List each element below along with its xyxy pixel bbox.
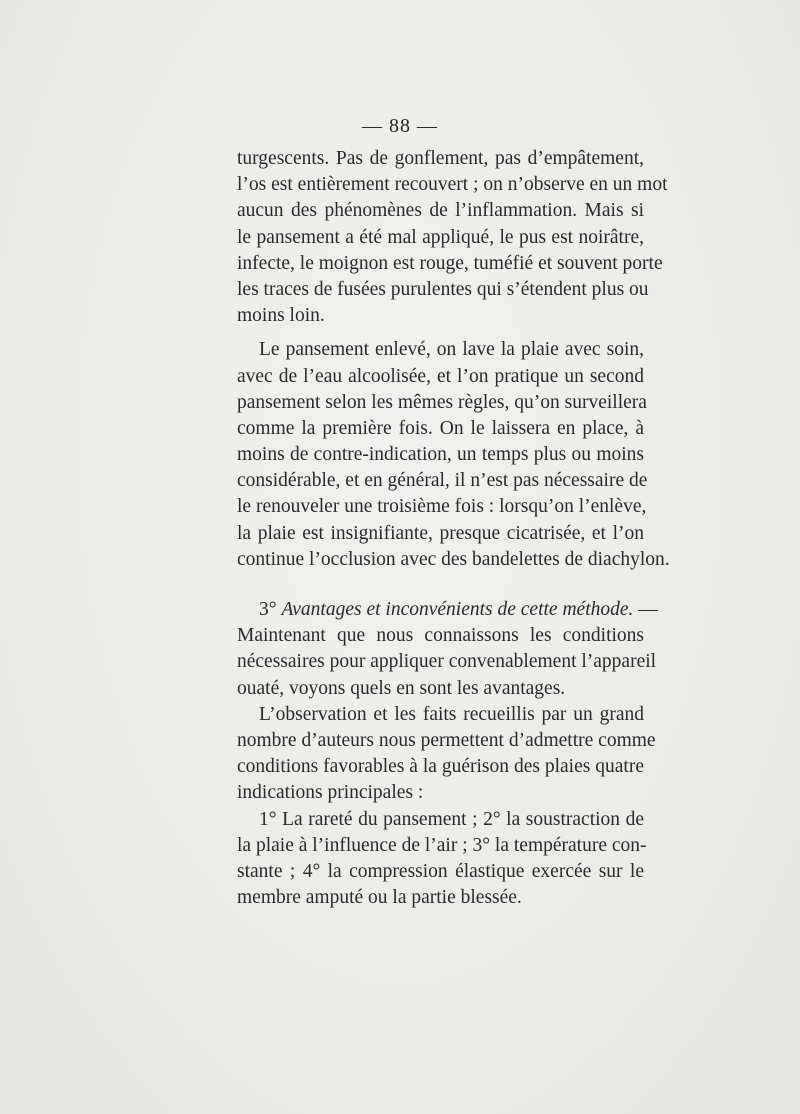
- heading-dash: —: [638, 599, 658, 620]
- text-line: moins loin.: [237, 305, 325, 327]
- text-line: conditions favorables à la guérison des plaies quatre: [237, 756, 644, 778]
- section-heading: Avantages et inconvénients de cette méthode.: [281, 599, 634, 620]
- section-heading-line: [237, 597, 658, 623]
- paragraph: [237, 337, 670, 573]
- text-line: le renouveler une troisième fois : lorsqu’on l’enlève,: [237, 496, 647, 518]
- text-line: turgescents. Pas de gonflement, pas d’empâtement,: [237, 148, 644, 169]
- text-line: stante ; 4° la compression élastique exercée sur le: [237, 860, 644, 882]
- text-line: comme la première fois. On le laissera en place, à: [237, 417, 644, 439]
- text-line: avec de l’eau alcoolisée, et l’on pratique un second: [237, 365, 644, 387]
- text-line: la plaie est insignifiante, presque cicatrisée, et l’on: [237, 522, 644, 544]
- text-line: membre amputé ou la partie blessée.: [237, 887, 522, 909]
- paragraph: [237, 807, 647, 912]
- body-text: [237, 146, 670, 911]
- section-paragraph: [237, 597, 658, 702]
- section-number: 3°: [259, 599, 277, 620]
- text-line: L’observation et les faits recueillis par un grand: [259, 703, 644, 725]
- text-line: moins de contre-indication, un temps plus ou moins: [237, 444, 644, 466]
- text-line: le pansement a été mal appliqué, le pus est noirâtre,: [237, 226, 644, 248]
- text-line: 1° La rareté du pansement ; 2° la soustraction de: [259, 808, 644, 830]
- text-line: Maintenant que nous connaissons les conditions: [237, 625, 644, 647]
- text-line: Le pansement enlevé, on lave la plaie avec soin,: [259, 339, 644, 361]
- text-line: les traces de fusées purulentes qui s’étendent plus ou: [237, 278, 649, 300]
- paragraph: [237, 146, 668, 329]
- text-line: indications principales :: [237, 782, 424, 804]
- text-line: ouaté, voyons quels en sont les avantages.: [237, 677, 566, 699]
- text-line: l’os est entièrement recouvert ; on n’observe en un mot: [237, 174, 668, 196]
- text-line: nécessaires pour appliquer convenablement l’appareil: [237, 651, 657, 673]
- text-line: aucun des phénomènes de l’inflammation. Mais si: [237, 200, 644, 222]
- text-line: considérable, et en général, il n’est pas nécessaire de: [237, 470, 648, 492]
- paragraph: [237, 702, 656, 807]
- text-line: infecte, le moignon est rouge, tuméfié et souvent porte: [237, 252, 663, 274]
- page-number: — 88 —: [362, 115, 438, 137]
- text-line: pansement selon les mêmes règles, qu’on surveillera: [237, 391, 647, 413]
- text-line: nombre d’auteurs nous permettent d’admettre comme: [237, 729, 656, 751]
- text-line: la plaie à l’influence de l’air ; 3° la température con-: [237, 834, 647, 856]
- text-line: continue l’occlusion avec des bandelettes de diachylon.: [237, 548, 670, 570]
